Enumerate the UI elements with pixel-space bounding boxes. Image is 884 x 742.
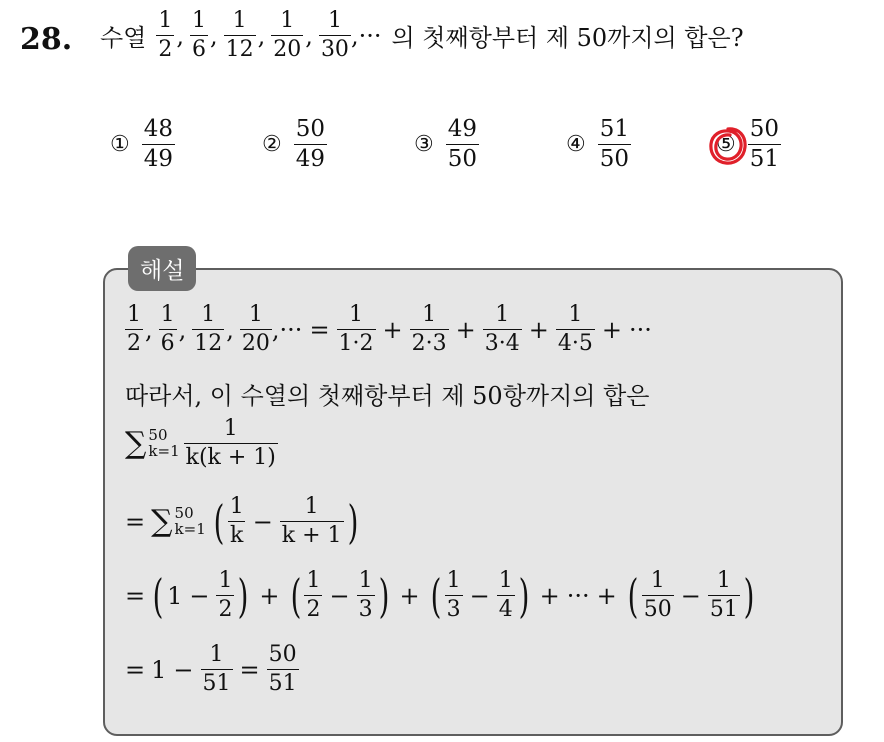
choice-2[interactable] xyxy=(262,118,327,171)
telescoping-expression xyxy=(125,496,362,547)
left-paren: ( xyxy=(290,568,301,623)
left-paren: ( xyxy=(213,494,225,549)
sequence-term: $\frac{1}{2}$ xyxy=(158,8,173,62)
sigma-symbol: ∑ xyxy=(125,426,147,461)
sequence-ellipsis: ,··· xyxy=(350,21,382,50)
sequence-prefix: 수열 xyxy=(100,24,147,52)
choice-marker: ② xyxy=(262,132,282,157)
minus-sign: − xyxy=(329,581,350,610)
final-expression xyxy=(125,644,299,695)
solution-badge: 해설 xyxy=(128,246,196,291)
equals-sign: = xyxy=(239,655,260,684)
right-paren: ) xyxy=(378,568,389,623)
sequence-term: $\frac{1}{20}$ xyxy=(273,8,302,62)
partial-fraction-term: $\frac{1}{3\cdot 4}$ xyxy=(484,302,520,356)
sum-limits: 50 k=1 xyxy=(174,503,206,538)
telescope-term: $\frac{1}{k + 1}$ xyxy=(281,494,342,548)
equals-sign: = xyxy=(125,655,146,684)
sequence-term: $\frac{1}{12}$ xyxy=(225,8,254,62)
sequence-term: $\frac{1}{30}$ xyxy=(320,8,349,62)
question-suffix: 의 첫째항부터 제 50까지의 합은? xyxy=(391,24,744,52)
plus-sign: + xyxy=(528,315,549,344)
expand-term: $\frac{1}{50}$ xyxy=(643,568,672,622)
left-paren: ( xyxy=(627,568,639,623)
choice-value: $\frac{50}{51}$ xyxy=(749,116,780,172)
final-one: 1 xyxy=(151,655,167,684)
final-term: $\frac{1}{51}$ xyxy=(202,642,231,696)
expand-term: $\frac{1}{3}$ xyxy=(446,568,461,622)
choice-marker: ④ xyxy=(566,132,586,157)
equals-sign: = xyxy=(125,507,146,536)
solution-text: 따라서, 이 수열의 첫째항부터 제 50항까지의 합은 xyxy=(125,382,650,410)
choice-value: $\frac{48}{49}$ xyxy=(143,116,174,172)
ellipsis: ··· xyxy=(566,581,590,610)
minus-sign: − xyxy=(469,581,490,610)
choice-value: $\frac{49}{50}$ xyxy=(447,116,478,172)
expand-term: 1 xyxy=(167,581,183,610)
expand-term: $\frac{1}{2}$ xyxy=(218,568,233,622)
telescope-term: $\frac{1}{k}$ xyxy=(229,494,244,548)
final-answer: $\frac{50}{51}$ xyxy=(268,642,297,696)
right-paren: ) xyxy=(238,568,249,623)
answer-circle-mark xyxy=(706,124,750,168)
sum-term: $\frac{1}{k(k + 1)}$ xyxy=(185,416,276,470)
plus-sign: + xyxy=(399,581,420,610)
partial-fraction-term: $\frac{1}{4\cdot 5}$ xyxy=(557,302,593,356)
choice-4[interactable] xyxy=(566,118,631,171)
choice-value: $\frac{50}{49}$ xyxy=(295,116,326,172)
question-text: 수열 $\frac{1}{2}$ , $\frac{1}{6}$ , $\frac{1}{12}$ , $\frac{1}{20}$ , $\frac{1}{30}$ ,··· 의 첫째항부터 제 50까지의 합은? xyxy=(100,8,744,62)
equals-sign: = xyxy=(125,581,146,610)
minus-sign: − xyxy=(252,507,273,536)
minus-sign: − xyxy=(173,655,194,684)
sequence-term: $\frac{1}{2}$ xyxy=(127,302,141,356)
sum-limits: 50 k=1 xyxy=(148,425,180,460)
sigma-symbol: ∑ xyxy=(151,504,173,539)
ellipsis: ,··· xyxy=(271,315,303,344)
sequence-term: $\frac{1}{6}$ xyxy=(192,8,207,62)
choice-marker: ① xyxy=(110,132,130,157)
choice-1[interactable] xyxy=(110,118,175,171)
ellipsis: ··· xyxy=(628,315,652,344)
question-number: 28. xyxy=(20,22,73,57)
solution-line-1: $\frac{1}{2}$ , $\frac{1}{6}$ , $\frac{1}{12}$ , $\frac{1}{20}$ ,··· = $\frac{1}{1\cdot 2}$ + $\frac{1}{2\cdot 3}$ + $\frac{1}{3\cdot 4}$ + $\frac{1}{4\cdot 5}$ + ··· xyxy=(127,302,652,356)
expand-term: $\frac{1}{51}$ xyxy=(709,568,738,622)
expanded-expression xyxy=(125,570,758,621)
left-paren: ( xyxy=(430,568,442,623)
right-paren: ) xyxy=(347,494,358,549)
right-paren: ) xyxy=(518,568,530,623)
choice-value: $\frac{51}{50}$ xyxy=(599,116,630,172)
plus-sign: + xyxy=(596,581,617,610)
partial-fraction-term: $\frac{1}{2\cdot 3}$ xyxy=(411,302,447,356)
expand-term: $\frac{1}{2}$ xyxy=(306,568,321,622)
sum-expression xyxy=(125,418,278,469)
plus-sign: + xyxy=(382,315,403,344)
choice-5[interactable] xyxy=(716,118,781,171)
sequence-term: $\frac{1}{6}$ xyxy=(160,302,175,356)
choice-3[interactable] xyxy=(414,118,479,171)
expand-term: $\frac{1}{3}$ xyxy=(358,568,373,622)
plus-sign: + xyxy=(539,581,560,610)
plus-sign: + xyxy=(601,315,622,344)
minus-sign: − xyxy=(680,581,701,610)
sequence-term: $\frac{1}{20}$ xyxy=(241,302,270,356)
choice-marker: ⑤ xyxy=(716,132,736,157)
sequence-term: $\frac{1}{12}$ xyxy=(194,302,223,356)
plus-sign: + xyxy=(259,581,280,610)
equals-sign: = xyxy=(309,315,330,344)
left-paren: ( xyxy=(152,568,164,623)
minus-sign: − xyxy=(189,581,210,610)
choice-marker: ③ xyxy=(414,132,434,157)
partial-fraction-term: $\frac{1}{1\cdot 2}$ xyxy=(338,302,374,356)
plus-sign: + xyxy=(455,315,476,344)
right-paren: ) xyxy=(743,568,755,623)
expand-term: $\frac{1}{4}$ xyxy=(498,568,513,622)
